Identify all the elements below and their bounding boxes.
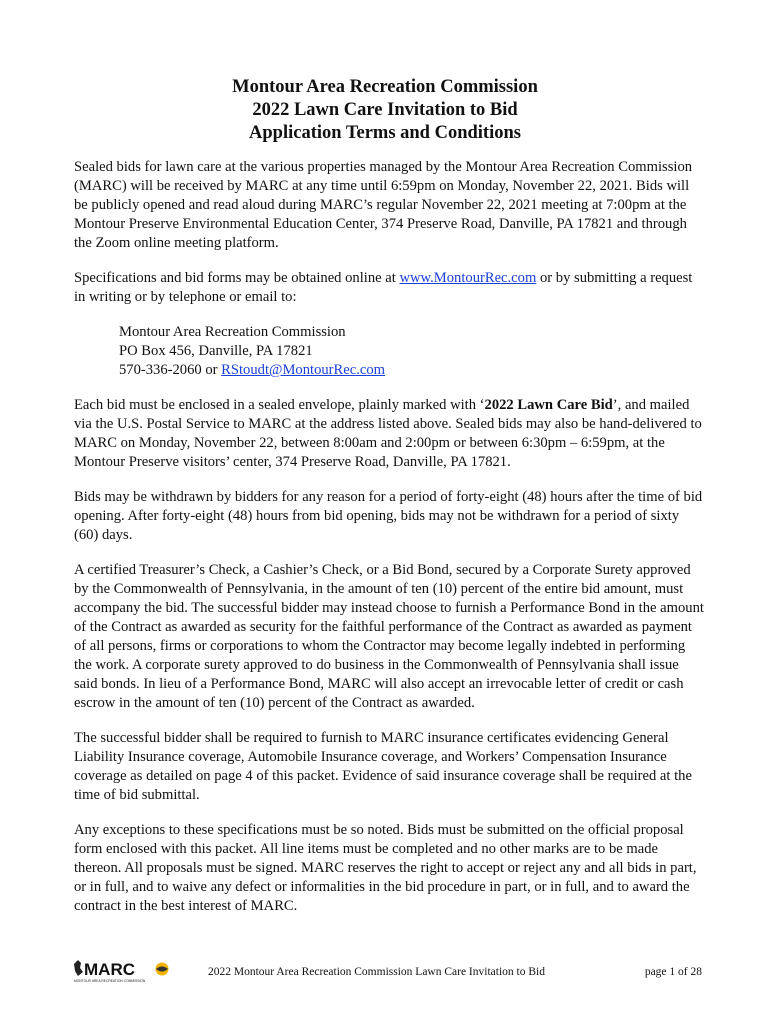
address-po-box: PO Box 456, Danville, PA 17821 xyxy=(119,343,313,359)
envelope-text-end: ’, and mailed via the U.S. Postal Service to MARC at the address listed above. Sealed bids may also be hand-delivered to MARC on Monday, November 22, between 8:00am and 2:00pm or between 6:30pm – 6:59pm, at the Montour Preserve visitors’ center, 374 Preserve Road, Danville, PA 17821. xyxy=(74,397,702,470)
page-number: page 1 of 28 xyxy=(644,966,702,978)
specifications-text-start: Specifications and bid forms may be obtained online at xyxy=(74,270,400,286)
paragraph-insurance: The successful bidder shall be required to furnish to MARC insurance certificates evidencing General Liability Insurance coverage, Automobile Insurance coverage, and Workers’ Compensation Insurance coverage as detailed on page 4 of this packet. Evidence of said insurance coverage shall be required at the time of bid submittal. xyxy=(74,730,692,803)
specifications-text-end: or by submitting a request in writing or by telephone or email to: xyxy=(74,270,693,305)
envelope-text-start: Each bid must be enclosed in a sealed envelope, plainly marked with ‘ xyxy=(74,397,485,413)
address-block xyxy=(119,323,704,380)
paragraph-exceptions: Any exceptions to these specifications must be so noted. Bids must be submitted on the official proposal form enclosed with this packet. All line items must be completed and no other marks are to be made thereon. All proposals must be signed. MARC reserves the right to accept or reject any and all bids in part, or in full, and to waive any defect or informalities in the bid procedure in part, or in full, and to award the contract in the best interest of MARC. xyxy=(74,822,697,914)
marc-logo-icon xyxy=(72,956,172,984)
title-line-1: Montour Area Recreation Commission xyxy=(232,77,538,97)
document-body xyxy=(74,158,704,932)
website-link[interactable]: www.MontourRec.com xyxy=(399,270,537,286)
title-line-2: 2022 Lawn Care Invitation to Bid xyxy=(252,100,518,120)
paragraph-bid-security: A certified Treasurer’s Check, a Cashier’s Check, or a Bid Bond, secured by a Corporate Surety approved by the Commonwealth of Pennsylvania, in the amount of ten (10) percent of the entire bid amount, must accompany the bid. The successful bidder may instead choose to furnish a Performance Bond in the amount of the Contract as awarded as security for the faithful performance of the Contract as awarded as payment of all persons, firms or corporations to whom the Contractor may become legally indebted in performing the work. A corporate surety approved to do business in the Commonwealth of Pennsylvania shall issue said bonds. In lieu of a Performance Bond, MARC will also accept an irrevocable letter of credit or cash escrow in the amount of ten (10) percent of the Contract as awarded. xyxy=(74,562,704,711)
paragraph-withdrawal: Bids may be withdrawn by bidders for any reason for a period of forty-eight (48) hours after the time of bid opening. After forty-eight (48) hours from bid opening, bids may not be withdrawn for a period of sixty (60) days. xyxy=(74,489,703,543)
envelope-bid-label: 2022 Lawn Care Bid xyxy=(484,397,613,413)
footer-title: 2022 Montour Area Recreation Commission Lawn Care Invitation to Bid xyxy=(208,966,545,978)
page-footer xyxy=(72,952,702,992)
logo-text: MARC xyxy=(84,960,135,979)
address-contact xyxy=(119,361,704,380)
address-phone: 570-336-2060 or xyxy=(119,362,222,378)
document-title xyxy=(0,76,770,145)
paragraph-envelope xyxy=(74,396,704,472)
title-line-3: Application Terms and Conditions xyxy=(249,123,521,143)
logo-subtext: MONTOUR AREA RECREATION COMMISSION xyxy=(74,979,146,983)
paragraph-specifications xyxy=(74,269,704,307)
email-link[interactable]: RStoudt@MontourRec.com xyxy=(221,362,385,378)
address-organization: Montour Area Recreation Commission xyxy=(119,324,346,340)
paragraph-sealed-bids: Sealed bids for lawn care at the various properties managed by the Montour Area Recreation Commission (MARC) will be received by MARC at any time until 6:59pm on Monday, November 22, 2021. Bids will be publicly opened and read aloud during MARC’s regular November 22, 2021 meeting at 7:00pm at the Montour Preserve Environmental Education Center, 374 Preserve Road, Danville, PA 17821 and through the Zoom online meeting platform. xyxy=(74,159,693,251)
